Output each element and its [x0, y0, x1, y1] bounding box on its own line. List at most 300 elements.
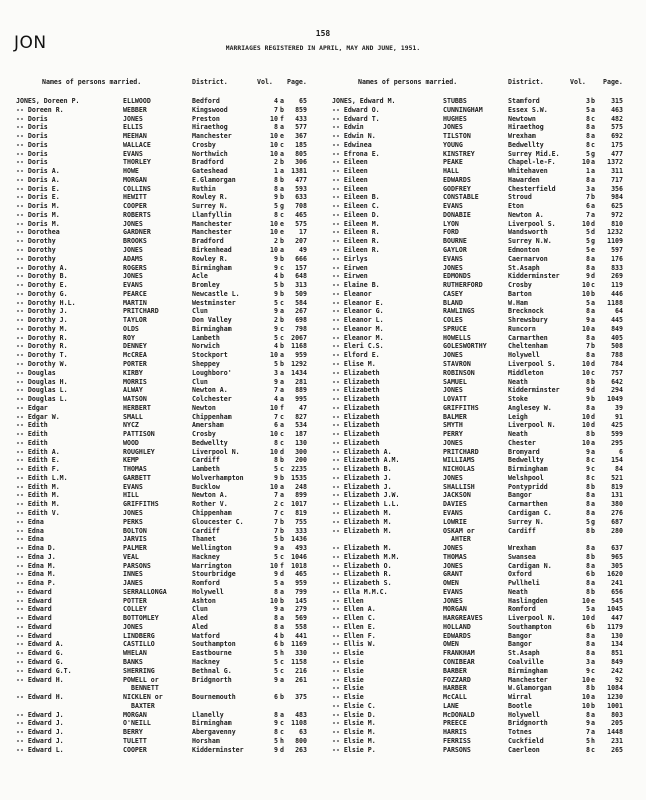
volume-number: 10 — [582, 701, 590, 710]
volume-letter: a — [280, 395, 284, 404]
page-ref: 65 — [299, 97, 307, 105]
volume-letter: c — [591, 368, 595, 377]
volume-letter: a — [591, 403, 595, 412]
page-ref: 1179 — [607, 622, 623, 631]
district: Stroud — [508, 193, 532, 202]
volume-letter: a — [591, 263, 595, 272]
volume-letter: a — [591, 544, 595, 553]
spouse-surname: COOPER — [123, 745, 147, 754]
table-row — [12, 351, 330, 360]
volume-number: 10 — [582, 412, 590, 421]
spouse-surname: THORLEY — [123, 158, 151, 167]
volume-letter: a — [280, 579, 284, 588]
district: Surrey N. — [508, 517, 544, 526]
volume-number: 8 — [586, 500, 590, 509]
page-ref: 1434 — [291, 368, 307, 377]
person-name: -- Edward J. — [16, 736, 64, 745]
person-name: -- Eirwen — [332, 272, 368, 281]
page-ref: 47 — [299, 403, 307, 412]
page-ref: 1372 — [607, 158, 623, 167]
district: Southampton — [508, 622, 552, 631]
volume-letter: b — [280, 640, 284, 649]
volume-letter: c — [280, 298, 284, 307]
volume-letter: c — [280, 552, 284, 561]
person-name: -- Edward O. — [332, 105, 380, 114]
volume-letter: h — [280, 736, 284, 745]
spouse-surname: EVANS — [443, 254, 463, 263]
volume-letter: a — [280, 421, 284, 430]
person-name: -- Doris A. — [16, 167, 60, 176]
right-entries — [328, 97, 646, 754]
table-row — [328, 711, 646, 720]
district: Cardigan N. — [508, 561, 552, 570]
district: Manchester — [508, 675, 548, 684]
spouse-surname-primary: POWELL or — [123, 675, 159, 684]
volume-letter: a — [280, 544, 284, 553]
header-district: District. — [192, 78, 228, 86]
page-ref: 84 — [615, 465, 623, 474]
table-row — [12, 272, 330, 281]
spouse-surname-primary: NICKLEN or — [123, 693, 163, 702]
page-ref: 1292 — [291, 359, 307, 368]
page-ref: 597 — [611, 246, 623, 255]
table-row — [12, 158, 330, 167]
volume-number: 7 — [586, 728, 590, 737]
district: Lambeth — [192, 333, 220, 342]
volume-letter: f — [280, 561, 284, 570]
volume-letter: d — [280, 447, 284, 456]
spouse-surname: DAVIES — [443, 500, 467, 509]
table-row — [12, 404, 330, 413]
volume-letter: d — [591, 359, 595, 368]
spouse-surname: ROBINSON — [443, 368, 475, 377]
person-name: -- Doris E. — [16, 184, 60, 193]
volume-number: 10 — [582, 693, 590, 702]
person-name: -- Elsie P. — [332, 745, 376, 754]
table-row — [12, 465, 330, 474]
district: Bootle — [508, 701, 532, 710]
page-ref: 545 — [611, 596, 623, 605]
spouse-surname: HARRIS — [443, 728, 467, 737]
volume-letter: f — [280, 403, 284, 412]
table-row — [328, 228, 646, 237]
table-row — [328, 597, 646, 606]
district: Stamford — [508, 97, 540, 105]
page-ref: 405 — [611, 333, 623, 342]
person-name: -- Edward J. — [16, 710, 64, 719]
table-row — [328, 395, 646, 404]
volume-number: 5 — [274, 666, 278, 675]
person-name: -- Edith M. — [16, 491, 60, 500]
table-row — [328, 246, 646, 255]
district: Eastbourne — [192, 649, 232, 658]
person-name: -- Eleanor M. — [332, 324, 384, 333]
volume-letter: b — [280, 158, 284, 167]
person-name: -- Edith L.M. — [16, 473, 68, 482]
volume-letter: a — [591, 640, 595, 649]
district: Southampton — [192, 640, 236, 649]
district: Bournemouth — [192, 693, 236, 702]
spouse-surname: HILL — [123, 491, 139, 500]
page-ref: 145 — [295, 596, 307, 605]
spouse-surname: TULETT — [123, 736, 147, 745]
volume-number: 5 — [274, 359, 278, 368]
page-ref: 375 — [295, 693, 307, 702]
volume-number: 10 — [270, 140, 278, 149]
volume-number: 8 — [586, 333, 590, 342]
district: Wirral — [508, 693, 532, 702]
spouse-surname: FOZZARD — [443, 675, 471, 684]
spouse-surname-primary: OSKAM or — [443, 526, 475, 535]
volume-letter: a — [280, 377, 284, 386]
column-headers — [12, 78, 330, 97]
page-ref: 2067 — [291, 333, 307, 342]
page-ref: 295 — [611, 438, 623, 447]
volume-letter: a — [591, 184, 595, 193]
volume-number: 10 — [582, 289, 590, 298]
volume-letter: e — [591, 596, 595, 605]
table-row — [12, 386, 330, 395]
person-name: -- Ella M.M.C. — [332, 587, 388, 596]
table-row — [12, 202, 330, 211]
district: Welshpool — [508, 473, 544, 482]
spouse-surname: JONES — [123, 508, 143, 517]
page-ref: 200 — [295, 456, 307, 465]
person-name: -- Elizabeth — [332, 421, 380, 430]
volume-number: 1 — [586, 167, 590, 176]
table-row — [328, 132, 646, 141]
volume-number: 2 — [274, 158, 278, 167]
spouse-surname: KEMP — [123, 456, 139, 465]
page-ref: 1001 — [607, 701, 623, 710]
volume-letter: c — [280, 465, 284, 474]
volume-letter: b — [591, 701, 595, 710]
volume-letter: a — [591, 491, 595, 500]
spouse-surname: LANE — [443, 701, 459, 710]
page-ref: 1018 — [291, 561, 307, 570]
page-ref: 521 — [611, 473, 623, 482]
volume-number: 8 — [586, 508, 590, 517]
spouse-surname: WALLACE — [123, 140, 151, 149]
district: Bucklow — [192, 482, 220, 491]
page-ref: 827 — [295, 412, 307, 421]
person-name: JONES, Doreen P. — [16, 97, 80, 105]
header-names: Names of persons married. — [42, 78, 142, 86]
person-name: -- Ellen A. — [332, 605, 376, 614]
volume-number: 10 — [270, 114, 278, 123]
person-name: -- Eileen M. — [332, 219, 380, 228]
person-name: -- Edna — [16, 517, 44, 526]
page-ref: 575 — [295, 219, 307, 228]
person-name: -- Dorothy J. — [16, 307, 68, 316]
district: Abergavenny — [192, 728, 236, 737]
volume-number: 7 — [274, 526, 278, 535]
table-row — [328, 719, 646, 728]
table-row — [12, 527, 330, 536]
spouse-surname: WOOD — [123, 438, 139, 447]
page-ref: 119 — [611, 281, 623, 290]
district: Kingswood — [192, 105, 228, 114]
district: Surrey N. — [192, 202, 228, 211]
page-ref: 851 — [611, 649, 623, 658]
person-name: -- Elizabeth — [332, 377, 380, 386]
person-name: -- Edward — [16, 587, 52, 596]
volume-letter: c — [280, 728, 284, 737]
volume-number: 9 — [274, 193, 278, 202]
table-row — [328, 614, 646, 623]
volume-letter: c — [280, 658, 284, 666]
volume-number: 8 — [586, 263, 590, 272]
page-ref: 6 — [619, 447, 623, 456]
table-row — [12, 97, 330, 106]
volume-letter: b — [591, 552, 595, 561]
person-name: -- Doris E. — [16, 193, 60, 202]
table-row — [328, 202, 646, 211]
spouse-surname: COLLEY — [123, 605, 147, 614]
page-ref: 637 — [611, 544, 623, 553]
person-name: -- Elaine B. — [332, 281, 380, 290]
spouse-surname: HARBER — [443, 684, 467, 693]
person-name: -- Eleanor G. — [332, 307, 384, 316]
district: Norwich — [192, 342, 220, 351]
spouse-surname: GARBETT — [123, 473, 151, 482]
page-ref: 311 — [611, 167, 623, 176]
volume-number: 10 — [270, 149, 278, 158]
person-name: -- Dorothy A. — [16, 263, 68, 272]
page-ref: 1046 — [291, 552, 307, 561]
volume-number: 1 — [274, 167, 278, 176]
district: Pontypridd — [508, 482, 548, 491]
volume-number: 8 — [586, 631, 590, 640]
volume-letter: a — [591, 719, 595, 728]
volume-number: 8 — [586, 132, 590, 141]
table-row — [12, 737, 330, 746]
table-row — [12, 500, 330, 509]
page-ref: 176 — [611, 254, 623, 263]
page-title: MARRIAGES REGISTERED IN APRIL, MAY AND JUNE, 1951. — [225, 45, 421, 52]
person-name: -- Elizabeth R. — [332, 570, 392, 579]
table-row — [328, 746, 646, 755]
district: Wellington — [192, 544, 232, 553]
page-ref: 534 — [295, 421, 307, 430]
district: Thanet — [192, 535, 216, 544]
person-name: -- Elizabeth M. — [332, 517, 392, 526]
spouse-surname: COLES — [443, 316, 463, 325]
volume-letter: c — [280, 508, 284, 517]
district: Newton A. — [508, 210, 544, 219]
person-name: -- Elizabeth — [332, 438, 380, 447]
volume-number: 8 — [586, 377, 590, 386]
district: Holywell — [508, 710, 540, 719]
volume-letter: d — [591, 272, 595, 281]
spouse-surname: DONABIE — [443, 210, 471, 219]
spouse-surname: McDONALD — [443, 710, 475, 719]
table-row — [328, 640, 646, 649]
volume-letter: b — [591, 97, 595, 105]
volume-letter: b — [591, 289, 595, 298]
person-name: -- Douglas L. — [16, 395, 68, 404]
district: Crosby — [508, 281, 532, 290]
person-name: -- Douglas H. — [16, 377, 68, 386]
page-ref: 798 — [295, 324, 307, 333]
district: Barton — [508, 289, 532, 298]
spouse-surname-alternate: AHTER — [451, 535, 471, 544]
table-row — [12, 658, 330, 667]
table-row — [12, 237, 330, 246]
page-ref: 648 — [295, 272, 307, 281]
volume-number: 5 — [586, 246, 590, 255]
volume-number: 5 — [586, 605, 590, 614]
district: Llanelly — [192, 710, 224, 719]
table-row — [328, 237, 646, 246]
volume-letter: a — [591, 167, 595, 176]
district: Brecknock — [508, 307, 544, 316]
table-row — [328, 386, 646, 395]
spouse-surname: PREECE — [443, 719, 467, 728]
spouse-surname: PRITCHARD — [123, 307, 159, 316]
district: Stockport — [192, 351, 228, 360]
spouse-surname: LYON — [443, 219, 459, 228]
volume-number: 2 — [274, 500, 278, 509]
table-row — [328, 255, 646, 264]
spouse-surname: BANKS — [123, 658, 143, 666]
volume-number: 8 — [586, 456, 590, 465]
person-name: -- Doreen R. — [16, 105, 64, 114]
table-row — [12, 413, 330, 422]
spouse-surname: PEAKE — [443, 158, 463, 167]
person-name: -- Ellen F. — [332, 631, 376, 640]
spouse-surname: WATSON — [123, 395, 147, 404]
spouse-surname: INNES — [123, 570, 143, 579]
volume-number: 5 — [586, 517, 590, 526]
table-row — [328, 281, 646, 290]
table-row — [12, 123, 330, 132]
district: Caernarvon — [508, 254, 548, 263]
volume-letter: b — [280, 359, 284, 368]
district: Essex S.W. — [508, 105, 548, 114]
table-row — [328, 474, 646, 483]
volume-letter: a — [280, 386, 284, 395]
district: Sheppey — [192, 359, 220, 368]
district: Wandsworth — [508, 228, 548, 237]
volume-letter: b — [591, 395, 595, 404]
volume-number: 9 — [274, 307, 278, 316]
volume-letter: b — [591, 377, 595, 386]
volume-letter: c — [280, 140, 284, 149]
person-name: -- Dorothy — [16, 246, 56, 255]
spouse-surname: McCREA — [123, 351, 147, 360]
volume-number: 10 — [582, 158, 590, 167]
table-row — [328, 325, 646, 334]
district: Preston — [192, 114, 220, 123]
volume-letter: a — [591, 175, 595, 184]
volume-number: 9 — [274, 473, 278, 482]
page-ref: 959 — [295, 351, 307, 360]
table-row — [328, 220, 646, 229]
page-ref: 1436 — [291, 535, 307, 544]
person-name: -- Elizabeth A. — [332, 447, 392, 456]
spouse-surname: NICHOLAS — [443, 465, 475, 474]
volume-number: 10 — [582, 281, 590, 290]
volume-letter: c — [280, 333, 284, 342]
table-row — [328, 193, 646, 202]
table-row — [328, 211, 646, 220]
district: Carmarthen — [508, 333, 548, 342]
district: Clun — [192, 307, 208, 316]
table-row — [12, 325, 330, 334]
volume-letter: g — [280, 202, 284, 211]
page-ref: 508 — [611, 342, 623, 351]
volume-letter: a — [280, 307, 284, 316]
volume-number: 10 — [270, 447, 278, 456]
spouse-surname: EVANS — [443, 202, 463, 211]
page-ref: 17 — [299, 228, 307, 237]
spouse-surname: HUGHES — [443, 114, 467, 123]
spouse-surname: PORTER — [123, 359, 147, 368]
person-name: -- Ellen C. — [332, 614, 376, 623]
table-row — [12, 246, 330, 255]
table-row — [328, 115, 646, 124]
district: Whitehaven — [508, 167, 548, 176]
volume-letter: h — [591, 736, 595, 745]
spouse-surname: POTTER — [123, 596, 147, 605]
spouse-surname: FERRISS — [443, 736, 471, 745]
table-row — [328, 106, 646, 115]
volume-number: 8 — [586, 745, 590, 754]
page-ref: 447 — [611, 614, 623, 623]
volume-letter: b — [591, 193, 595, 202]
page-ref: 356 — [611, 184, 623, 193]
volume-letter: a — [591, 605, 595, 614]
person-name: -- Eileen — [332, 167, 368, 176]
district: Birmingham — [192, 263, 232, 272]
district: Cardigan C. — [508, 508, 552, 517]
left-entries — [12, 97, 330, 754]
district: Edmonton — [508, 246, 540, 255]
page-ref: 1232 — [607, 228, 623, 237]
district: Bridgnorth — [508, 719, 548, 728]
volume-letter: a — [591, 658, 595, 667]
volume-letter: a — [280, 246, 284, 255]
person-name: -- Doris A. — [16, 175, 60, 184]
spouse-surname — [123, 676, 159, 693]
volume-number: 9 — [274, 605, 278, 614]
district: Totnes — [508, 728, 532, 737]
spouse-surname: CONIBEAR — [443, 658, 475, 667]
volume-letter: b — [280, 272, 284, 281]
volume-letter: b — [280, 175, 284, 184]
person-name: -- Eileen D. — [332, 210, 380, 219]
page-ref: 666 — [295, 254, 307, 263]
person-name: -- Edgar W. — [16, 412, 60, 421]
table-row — [328, 307, 646, 316]
volume-number: 8 — [586, 579, 590, 588]
person-name: -- Elsie — [332, 666, 364, 675]
table-row — [12, 483, 330, 492]
volume-letter: a — [280, 605, 284, 614]
district: Bedford — [192, 97, 220, 105]
person-name: -- Elizabeth J. — [332, 473, 392, 482]
page-ref: 799 — [295, 587, 307, 596]
table-row — [328, 562, 646, 571]
page-ref: 599 — [611, 430, 623, 439]
volume-number: 7 — [586, 210, 590, 219]
spouse-surname: OWEN — [443, 579, 459, 588]
spouse-surname: PARSONS — [123, 561, 151, 570]
volume-letter: c — [280, 719, 284, 728]
table-row — [12, 369, 330, 378]
volume-number: 8 — [274, 614, 278, 623]
